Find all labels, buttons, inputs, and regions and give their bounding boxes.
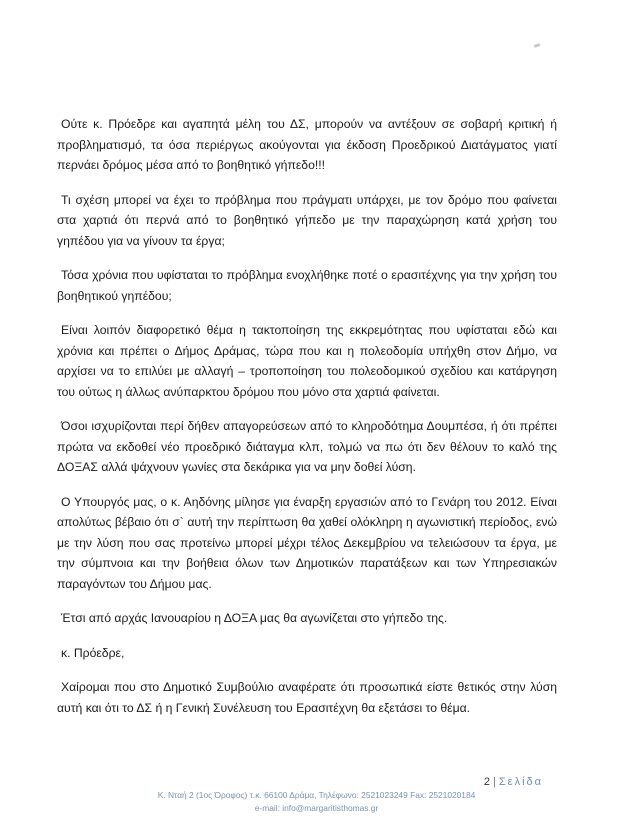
footer-email: e-mail: info@margaritisthomas.gr [254,803,379,813]
paragraph-6: Ο Υπουργός μας, ο κ. Αηδόνης μίλησε για έναρξη εργασιών από το Γενάρη του 2012. Είναι απολύτως βέβαιο ότι σ` αυτή την περίπτωση θα χαθεί ολόκληρη η αγωνιστική περίοδος, ενώ με την λύση που σας προτείνω μπορεί μέχρι τέλος Δεκεμβρίου να τελειώσουν τα έργα, με την σύμπνοια και την βοήθεια όλων των Δημοτικών παρατάξεων και των Υπηρεσιακών παραγόντων του Δήμου μας. [57,494,557,591]
letter-body [57,114,557,732]
footer-address: Κ. Νταή 2 (1ος Όροφος) τ.κ. 66100 Δράμα, Τηλέφωνο: 2521023249 Fax: 2521020184 [157,790,476,800]
paragraph-1: Ούτε κ. Πρόεδρε και αγαπητά μέλη του ΔΣ, μπορούν να αντέξουν σε σοβαρή κριτική ή προβληματισμό, τα όσα περιέργως ακούγονται για έκδοση Προεδρικού Διατάγματος γιατί περνάει δρόμος μέσα από το βοηθητικό γήπεδο!!! [57,117,557,172]
paragraph-2: Τι σχέση μπορεί να έχει το πρόβλημα που πράγματι υπάρχει, με τον δρόμο που φαίνεται στα χαρτιά ότι περνά από το βοηθητικό γήπεδο με την παραχώρηση κατά χρήση του γηπέδου για να γίνουν τα έργα; [57,192,557,248]
paragraph-8: Χαίρομαι που στο Δημοτικό Συμβούλιο αναφέρατε ότι προσωπικά είστε θετικός στην λύση αυτή και ότι το ΔΣ ή η Γενική Συνέλευση του Ερασιτέχνη θα εξετάσει το θέμα. [57,680,557,715]
paragraph-5: Όσοι ισχυρίζονται περί δήθεν απαγορεύσεων από το κληροδότημα Δουμπέσα, ή ότι πρέπει πρώτα να εκδοθεί νέο προεδρικό διάταγμα κλπ, τολμώ να πω ότι δεν θέλουν το καλό της ΔΟΞΑΣ αλλά ψάχνουν γωνίες στα δεκάρικα για να μην δοθεί λύση. [57,419,557,474]
paragraph-7: Έτσι από αρχάς Ιανουαρίου η ΔΟΞΑ μας θα αγωνίζεται στο γήπεδο της. [61,611,448,625]
scan-mark [534,43,541,48]
paragraph-4: Είναι λοιπόν διαφορετικό θέμα η τακτοποίηση της εκκρεμότητας που υφίσταται εδώ και χρόνια και πρέπει ο Δήμος Δράμας, τώρα που και η πολεοδομία υπήχθη στον Δήμο, να αρχίσει να το επιλύει με αλλαγή – τροποποίηση του πολεοδομικού σχεδίου και κατάργηση του ούτως η άλλως ανύπαρκτου δρόμου που μόνο στα χαρτιά φαίνεται. [57,323,557,399]
page-number [484,776,543,788]
page-number-value: 2 [483,776,490,788]
salutation: κ. Πρόεδρε, [61,645,125,660]
paragraph-3: Τόσα χρόνια που υφίσταται το πρόβλημα ενοχλήθηκε ποτέ ο ερασιτέχνης για την χρήση του βοηθητικού γηπέδου; [57,268,557,303]
page-number-label: Σελίδα [498,776,543,788]
page-number-separator: | [493,776,496,788]
